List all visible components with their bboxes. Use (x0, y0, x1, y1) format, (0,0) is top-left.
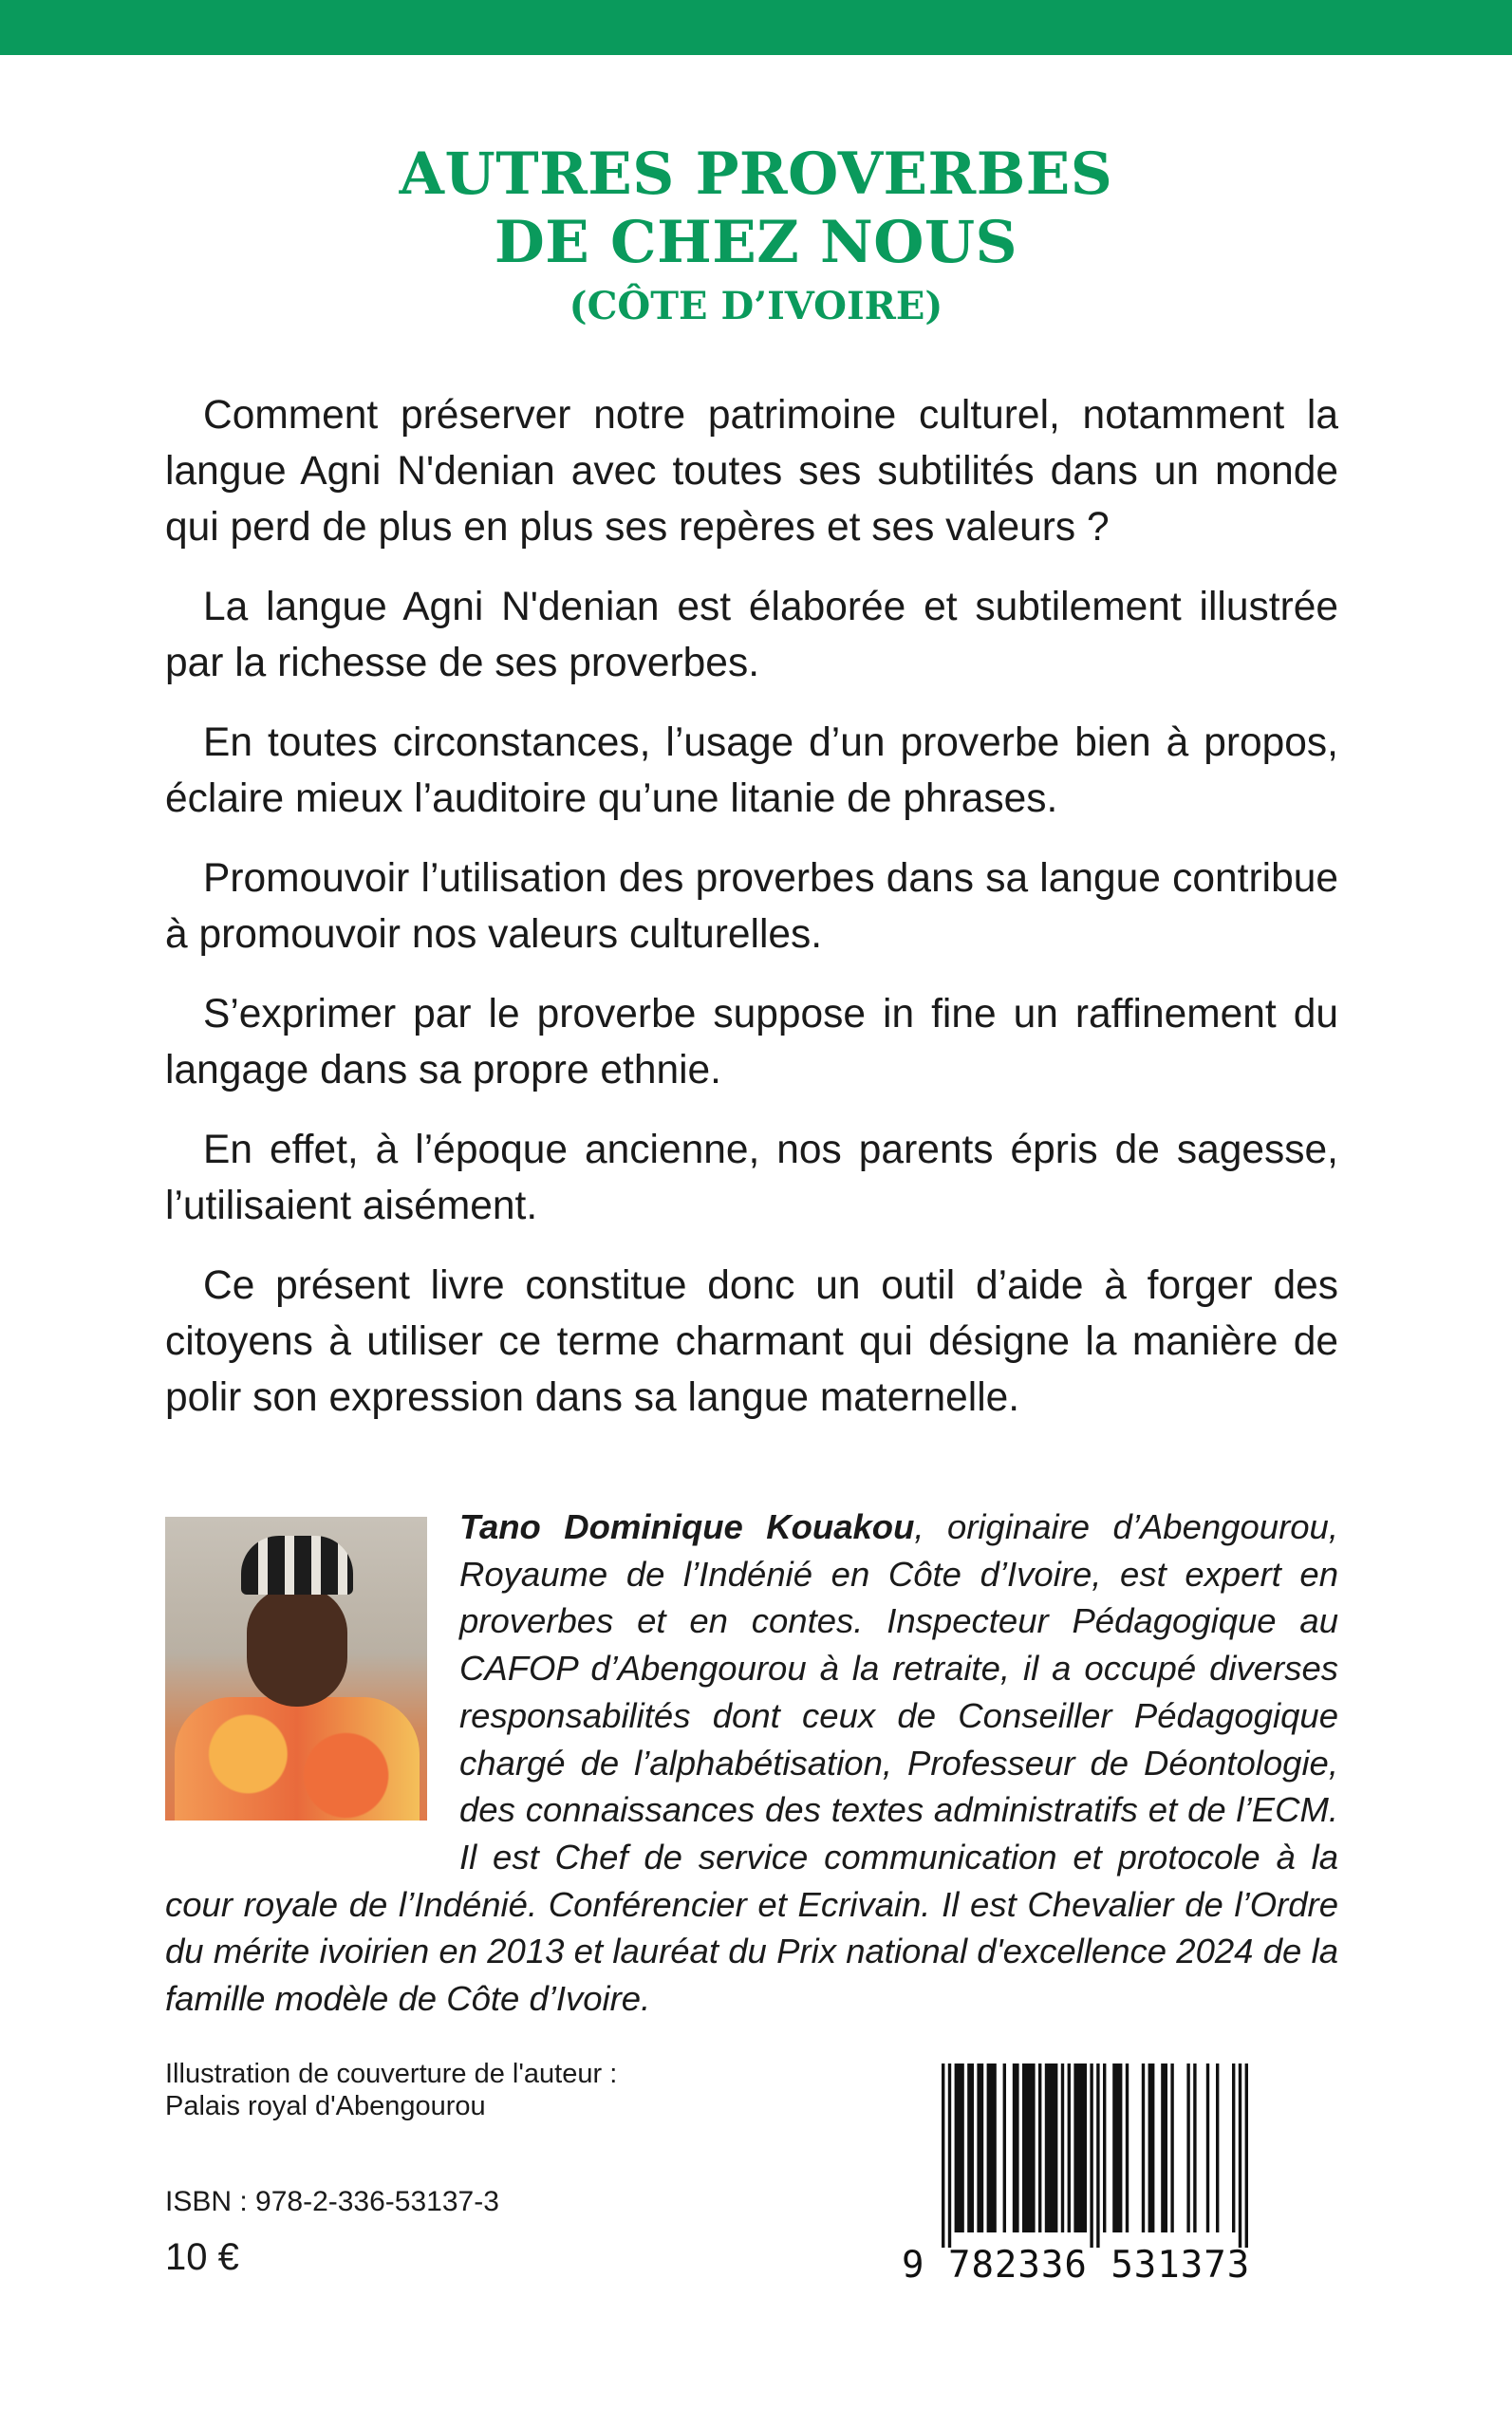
title-block (0, 140, 1512, 334)
barcode-bar (977, 2064, 983, 2232)
blurb-paragraph: Promouvoir l’utilisation des proverbes dans sa langue contribue à promouvoir nos valeurs culturelles. (165, 856, 1338, 957)
barcode-guard-bar (1090, 2064, 1092, 2248)
price-label: 10 € (165, 2236, 239, 2278)
barcode (902, 2058, 1329, 2297)
cover-illustration-credit (165, 2058, 617, 2122)
author-bio-body: , originaire d’Abengourou, Royaume de l’Indénié en Côte d’Ivoire, est expert en proverbes et en contes. Inspecteur Pédagogique au CAFOP d’Abengourou à la retraite, il a occupé diverses responsabilités dont ceux de Conseiller Pédagogique chargé de l’alphabétisation, Professeur de Déontologie, des connaissances des textes administratifs et de l’ECM. Il est Chef de service communication et protocole à la cour royale de l’Indénié. Conférencier et Ecrivain. Il est Chevalier de l’Ordre du mérite ivoirien en 2013 et lauréat du Prix national d'excellence 2024 de la famille modèle de Côte d’Ivoire. (165, 1507, 1338, 2019)
blurb-paragraph: S’exprimer par le proverbe suppose in fine un raffinement du langage dans sa propre ethnie. (165, 992, 1338, 1092)
photo-spacer (165, 1503, 459, 1836)
barcode-bar (1142, 2064, 1145, 2232)
barcode-bar (1073, 2064, 1087, 2232)
barcode-bar (1148, 2064, 1155, 2232)
barcode-bar (1022, 2064, 1036, 2232)
blurb-paragraph: En toutes circonstances, l’usage d’un proverbe bien à propos, éclaire mieux l’auditoire qu’une litanie de phrases. (165, 720, 1338, 821)
barcode-guard-bar (942, 2064, 944, 2248)
credit-line-2: Palais royal d'Abengourou (165, 2091, 486, 2121)
book-title-line-1: AUTRES PROVERBES (399, 140, 1113, 208)
barcode-bar (1170, 2064, 1173, 2232)
barcode-bar (1003, 2064, 1006, 2232)
barcode-bar (1103, 2064, 1106, 2232)
book-subtitle: (CÔTE D’IVOIRE) (569, 284, 943, 328)
blurb-paragraph: En effet, à l’époque ancienne, nos parents épris de sagesse, l’utilisaient aisément. (165, 1128, 1338, 1228)
top-green-band (0, 0, 1512, 55)
author-name: Tano Dominique Kouakou (459, 1507, 915, 1546)
barcode-bar (1206, 2064, 1209, 2232)
blurb-paragraph: Comment préserver notre patrimoine culturel, notamment la langue Agni N'denian avec toutes ses subtilités dans un monde qui perd de plus en plus ses repères et ses valeurs ? (165, 393, 1338, 550)
barcode-bar (1061, 2064, 1064, 2232)
book-title-line-2: DE CHEZ NOUS (494, 209, 1018, 276)
barcode-bar (987, 2064, 997, 2232)
barcode-guard-bar (948, 2064, 951, 2248)
barcode-bar (1112, 2064, 1122, 2232)
barcode-bar (1045, 2064, 1058, 2232)
barcode-bar (1216, 2064, 1219, 2232)
barcode-bar (1068, 2064, 1071, 2232)
barcode-bar (1193, 2064, 1196, 2232)
barcode-guard-bar (1245, 2064, 1248, 2248)
isbn-label: ISBN : 978-2-336-53137-3 (165, 2186, 499, 2217)
barcode-digits: 9 782336 531373 (902, 2244, 1251, 2287)
blurb-paragraph: La langue Agni N'denian est élaborée et subtilement illustrée par la richesse de ses proverbes. (165, 585, 1338, 685)
barcode-bar (967, 2064, 974, 2232)
barcode-bar (1232, 2064, 1235, 2232)
barcode-bar (1126, 2064, 1129, 2232)
barcode-bar (955, 2064, 964, 2232)
barcode-bar (1013, 2064, 1019, 2232)
barcode-guard-bar (1239, 2064, 1241, 2248)
barcode-bar (1186, 2064, 1189, 2232)
author-bio (165, 1503, 1338, 2023)
blurb-paragraph: Ce présent livre constitue donc un outil d’aide à forger des citoyens à utiliser ce terme charmant qui désigne la manière de polir son expression dans sa langue maternelle. (165, 1263, 1338, 1420)
barcode-guard-bar (1096, 2064, 1099, 2248)
back-cover-blurb (165, 387, 1338, 1449)
barcode-bar (1161, 2064, 1167, 2232)
barcode-bar (1038, 2064, 1041, 2232)
credit-line-1: Illustration de couverture de l'auteur : (165, 2059, 618, 2089)
barcode-bars (902, 2058, 1329, 2248)
